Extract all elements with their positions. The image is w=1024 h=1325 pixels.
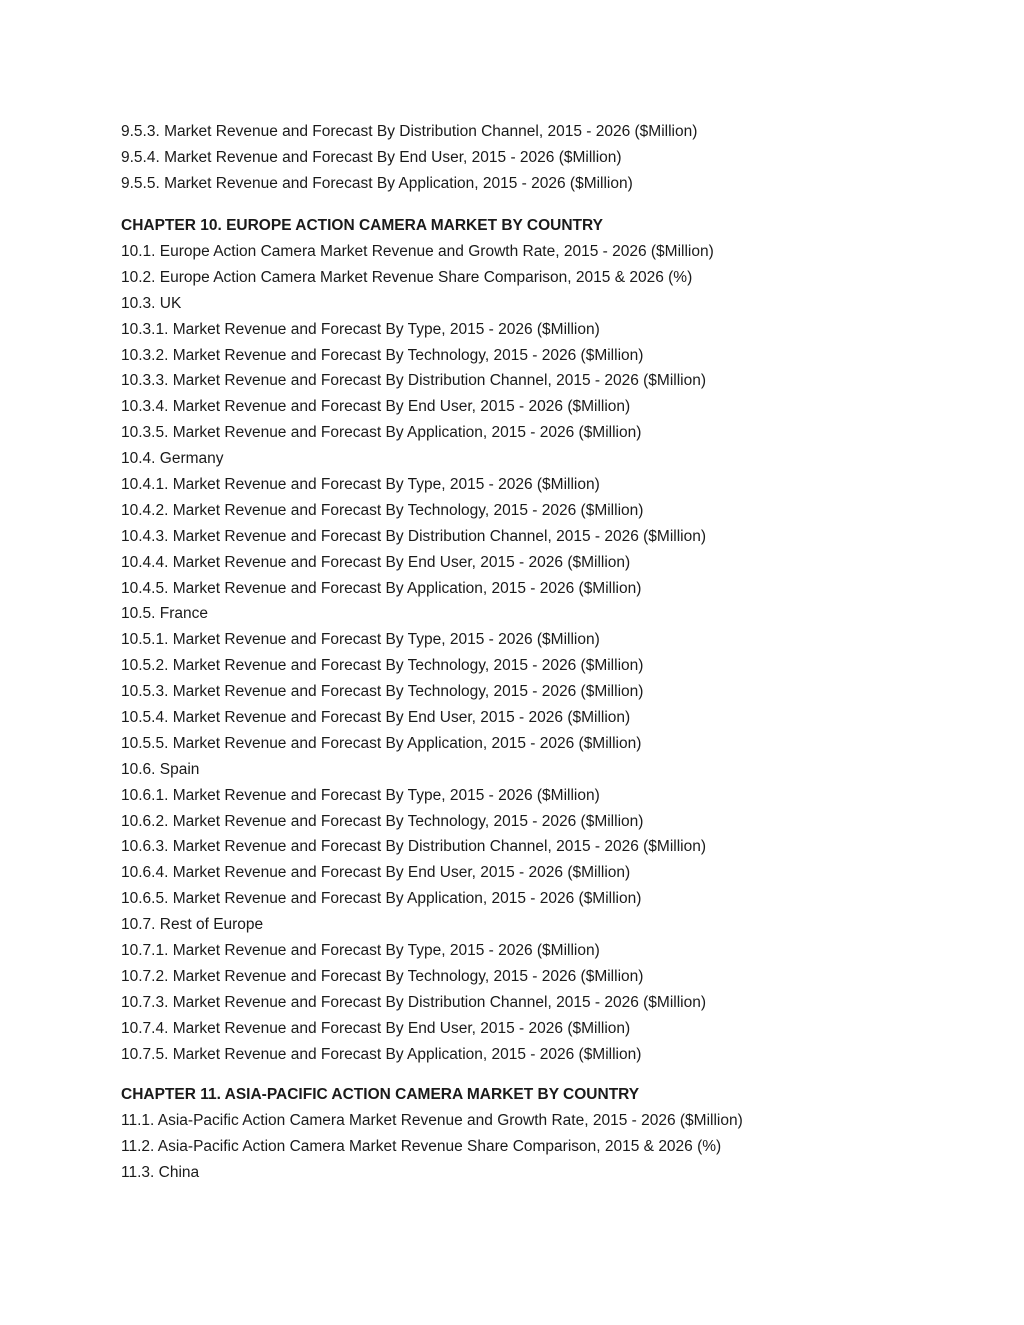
toc-line: 10.4.4. Market Revenue and Forecast By End User, 2015 - 2026 ($Million) (121, 553, 631, 571)
toc-line: 10.5.4. Market Revenue and Forecast By End User, 2015 - 2026 ($Million) (121, 709, 631, 727)
toc-line: 9.5.5. Market Revenue and Forecast By Application, 2015 - 2026 ($Million) (121, 174, 633, 192)
toc-line: 10.5.3. Market Revenue and Forecast By Technology, 2015 - 2026 ($Million) (121, 683, 644, 701)
toc-line: 10.3.1. Market Revenue and Forecast By Type, 2015 - 2026 ($Million) (121, 320, 600, 338)
toc-line: 10.1. Europe Action Camera Market Revenue and Growth Rate, 2015 - 2026 ($Million) (121, 243, 714, 260)
toc-line: 10.6.1. Market Revenue and Forecast By Type, 2015 - 2026 ($Million) (121, 786, 600, 804)
toc-chapter-11 (121, 1082, 981, 1186)
toc-line: 10.5.2. Market Revenue and Forecast By Technology, 2015 - 2026 ($Million) (121, 657, 644, 675)
toc-line: 10.3.5. Market Revenue and Forecast By Application, 2015 - 2026 ($Million) (121, 424, 642, 442)
toc-line: 10.6.4. Market Revenue and Forecast By End User, 2015 - 2026 ($Million) (121, 864, 631, 882)
toc-block-9-5 (121, 119, 981, 197)
toc-chapter-10 (121, 213, 981, 1068)
toc-line: 11.1. Asia-Pacific Action Camera Market Revenue and Growth Rate, 2015 - 2026 ($Million) (121, 1112, 743, 1129)
toc-line: 10.6. Spain (121, 760, 200, 778)
toc-line: 9.5.3. Market Revenue and Forecast By Distribution Channel, 2015 - 2026 ($Million) (121, 123, 698, 140)
toc-line: 10.3.3. Market Revenue and Forecast By Distribution Channel, 2015 - 2026 ($Million) (121, 372, 707, 390)
toc-line: 10.4.2. Market Revenue and Forecast By Technology, 2015 - 2026 ($Million) (121, 501, 644, 519)
toc-line: 11.2. Asia-Pacific Action Camera Market Revenue Share Comparison, 2015 & 2026 (%) (121, 1137, 722, 1155)
chapter-heading: CHAPTER 11. ASIA-PACIFIC ACTION CAMERA MARKET BY COUNTRY (121, 1086, 640, 1103)
chapter-heading: CHAPTER 10. EUROPE ACTION CAMERA MARKET BY COUNTRY (121, 217, 603, 234)
toc-line: 10.5. France (121, 605, 209, 623)
toc-line: 10.4. Germany (121, 450, 224, 468)
toc-line: 10.4.1. Market Revenue and Forecast By Type, 2015 - 2026 ($Million) (121, 476, 600, 494)
toc-line: 10.3.2. Market Revenue and Forecast By Technology, 2015 - 2026 ($Million) (121, 346, 644, 364)
toc-line: 10.6.5. Market Revenue and Forecast By Application, 2015 - 2026 ($Million) (121, 890, 642, 908)
toc-line: 10.3. UK (121, 294, 182, 312)
toc-line: 10.6.3. Market Revenue and Forecast By Distribution Channel, 2015 - 2026 ($Million) (121, 838, 707, 856)
toc-line: 10.7.1. Market Revenue and Forecast By Type, 2015 - 2026 ($Million) (121, 942, 600, 960)
toc-line: 11.3. China (121, 1163, 200, 1181)
toc-line: 10.6.2. Market Revenue and Forecast By Technology, 2015 - 2026 ($Million) (121, 812, 644, 830)
toc-line: 10.5.5. Market Revenue and Forecast By Application, 2015 - 2026 ($Million) (121, 734, 642, 752)
toc-line: 10.4.5. Market Revenue and Forecast By Application, 2015 - 2026 ($Million) (121, 579, 642, 597)
toc-line: 9.5.4. Market Revenue and Forecast By End User, 2015 - 2026 ($Million) (121, 148, 622, 166)
toc-line: 10.7.2. Market Revenue and Forecast By Technology, 2015 - 2026 ($Million) (121, 967, 644, 985)
toc-line: 10.3.4. Market Revenue and Forecast By End User, 2015 - 2026 ($Million) (121, 398, 631, 416)
toc-line: 10.4.3. Market Revenue and Forecast By Distribution Channel, 2015 - 2026 ($Million) (121, 527, 707, 545)
toc-line: 10.7. Rest of Europe (121, 916, 264, 934)
toc-line: 10.7.4. Market Revenue and Forecast By End User, 2015 - 2026 ($Million) (121, 1019, 631, 1037)
toc-line: 10.2. Europe Action Camera Market Revenue Share Comparison, 2015 & 2026 (%) (121, 268, 693, 286)
toc-line: 10.7.3. Market Revenue and Forecast By Distribution Channel, 2015 - 2026 ($Million) (121, 993, 707, 1011)
toc-line: 10.7.5. Market Revenue and Forecast By Application, 2015 - 2026 ($Million) (121, 1045, 642, 1063)
toc-line: 10.5.1. Market Revenue and Forecast By Type, 2015 - 2026 ($Million) (121, 631, 600, 649)
